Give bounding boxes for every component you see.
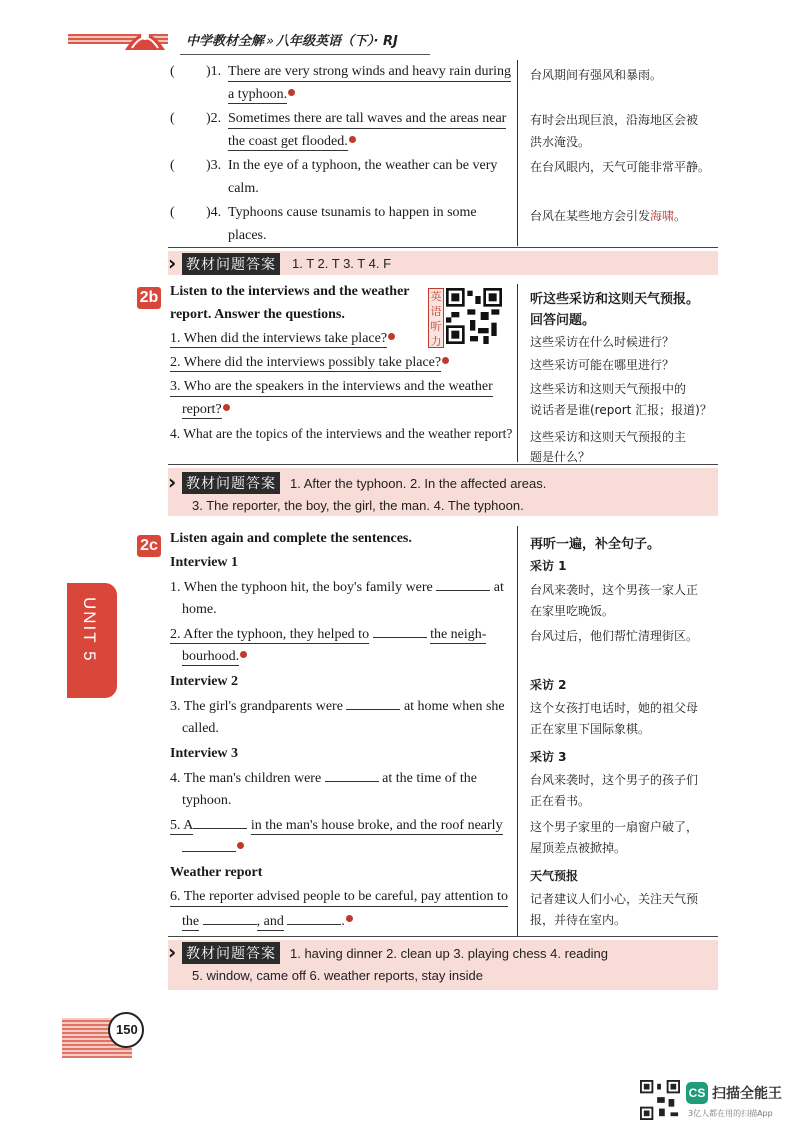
question-3-2: report? <box>182 402 230 418</box>
item-translation: 台风在某些地方会引发海啸。 <box>530 209 687 223</box>
sentence-3-translation: 这个女孩打电话时，她的祖父母 <box>530 701 699 715</box>
sentence-6-translation: 记者建议人们小心，关注天气预 <box>530 892 699 906</box>
chevron-right-icon: › <box>168 470 177 494</box>
answer-blank[interactable] <box>325 770 379 782</box>
sentence-6-2: the , and . <box>182 913 353 930</box>
paren: ( <box>170 64 175 79</box>
answer-label: 教材问题答案 <box>182 253 280 275</box>
item-number: )1. <box>206 64 222 79</box>
item-text-2: calm. <box>228 181 259 196</box>
subheading-translation: 采访 2 <box>530 678 567 692</box>
sentence-4-translation-2: 正在看书。 <box>530 794 591 808</box>
sentence-3: 3. The girl's grandparents were at home when she <box>170 699 505 714</box>
section-rule <box>168 247 718 248</box>
subheading: Interview 3 <box>170 746 239 761</box>
answer-text: 1. After the typhoon. 2. In the affected areas. <box>290 476 547 491</box>
sentence-4-translation: 台风来袭时，这个男子的孩子们 <box>530 773 699 787</box>
header-title: 中学教材全解 » 八年级英语（下）· RJ <box>186 34 398 49</box>
section-badge: 2b <box>137 287 161 309</box>
answer-text-2: 3. The reporter, the boy, the girl, the man. 4. The typhoon. <box>192 498 524 513</box>
sentence-3-translation-2: 正在家里下国际象棋。 <box>530 722 651 736</box>
answer-blank[interactable] <box>287 913 341 925</box>
question-4: 4. What are the topics of the interviews and the weather report? <box>170 426 513 441</box>
item-text: There are very strong winds and heavy rain during <box>228 64 511 82</box>
section-rule <box>168 936 718 937</box>
item-translation: 台风期间有强风和暴雨。 <box>530 68 663 82</box>
item-translation: 有时会出现巨浪，沿海地区会被 <box>530 113 699 127</box>
page-number: 150 <box>116 1022 138 1037</box>
scanner-name: 扫描全能王 <box>712 1086 782 1102</box>
subheading: Interview 1 <box>170 555 239 570</box>
question-3: 3. Who are the speakers in the interviews and the weather <box>170 379 493 397</box>
sentence-6: 6. The reporter advised people to be careful, pay attention to <box>170 889 508 907</box>
answer-label: 教材问题答案 <box>182 942 280 964</box>
sentence-6-translation-2: 报，并待在室内。 <box>530 913 627 927</box>
section-rule <box>168 464 718 465</box>
paren: ( <box>170 205 175 220</box>
paren: ( <box>170 111 175 126</box>
note-marker-icon <box>237 842 244 849</box>
question-1: 1. When did the interviews take place? <box>170 331 395 347</box>
question-3-translation: 这些采访和这则天气预报中的 <box>530 382 687 396</box>
instruction: Listen again and complete the sentences. <box>170 531 412 546</box>
answer-blank[interactable] <box>436 579 490 591</box>
unit-tab[interactable] <box>67 583 117 698</box>
sentence-5-2 <box>182 840 244 857</box>
item-text-2: a typhoon. <box>228 87 295 103</box>
column-divider <box>517 526 518 936</box>
unit-tab-label: UNIT 5 <box>80 597 99 663</box>
sentence-1-translation: 台风来袭时，这个男孩一家人正 <box>530 583 699 597</box>
answer-blank[interactable] <box>346 698 400 710</box>
answer-text-2: 5. window, came off 6. weather reports, stay inside <box>192 968 483 983</box>
section-badge: 2c <box>137 535 161 557</box>
subheading-translation: 天气预报 <box>530 869 579 883</box>
instruction-translation: 再听一遍，补全句子。 <box>530 537 661 552</box>
answer-blank[interactable] <box>373 626 427 638</box>
subheading: Interview 2 <box>170 674 239 689</box>
item-number: )3. <box>206 158 222 173</box>
note-marker-icon <box>349 136 356 143</box>
instruction: Listen to the interviews and the weather <box>170 284 410 299</box>
note-marker-icon <box>288 89 295 96</box>
sentence-3-2: called. <box>182 721 219 736</box>
sentence-4: 4. The man's children were at the time of the <box>170 771 478 786</box>
answer-label: 教材问题答案 <box>182 472 280 494</box>
chevron-right-icon: › <box>168 940 177 964</box>
item-translation: 在台风眼内，天气可能非常平静。 <box>530 160 711 174</box>
item-text-2: places. <box>228 228 267 243</box>
question-4-translation-2: 题是什么？ <box>530 450 591 464</box>
paren: ( <box>170 158 175 173</box>
subheading: Weather report <box>170 865 263 880</box>
instruction-translation-2: 回答问题。 <box>530 313 596 328</box>
question-4-translation: 这些采访和这则天气预报的主 <box>530 430 687 444</box>
sentence-5-translation: 这个男子家里的一扇窗户破了， <box>530 820 699 834</box>
watermark-qr-icon <box>640 1080 680 1120</box>
item-text: In the eye of a typhoon, the weather can be very <box>228 158 498 173</box>
listening-tag: 英语听力 <box>428 288 444 348</box>
question-3-translation-2: 说话者是谁(report 汇报；报道)？ <box>530 403 712 417</box>
note-marker-icon <box>442 357 449 364</box>
item-translation-2: 洪水淹没。 <box>530 135 591 149</box>
question-1-translation: 这些采访在什么时候进行？ <box>530 335 675 349</box>
note-marker-icon <box>346 915 353 922</box>
answer-blank[interactable] <box>203 913 257 925</box>
question-2-translation: 这些采访可能在哪里进行？ <box>530 358 675 372</box>
question-2: 2. Where did the interviews possibly take place? <box>170 355 449 371</box>
scanner-logo: CS <box>686 1082 708 1104</box>
sentence-1: 1. When the typhoon hit, the boy's family were at <box>170 580 504 595</box>
sentence-5-translation-2: 屋顶差点被掀掉。 <box>530 841 627 855</box>
item-text: Sometimes there are tall waves and the areas near <box>228 111 506 129</box>
item-text: Typhoons cause tsunamis to happen in some <box>228 205 477 220</box>
item-text-2: the coast get flooded. <box>228 134 356 150</box>
page-header <box>0 18 800 58</box>
note-marker-icon <box>223 404 230 411</box>
scanner-tagline: 3亿人都在用的扫描App <box>688 1109 773 1118</box>
answer-text: 1. having dinner 2. clean up 3. playing chess 4. reading <box>290 946 608 961</box>
sentence-2-translation: 台风过后，他们帮忙清理街区。 <box>530 629 699 643</box>
answer-text: 1. T 2. T 3. T 4. F <box>292 256 392 271</box>
sentence-2-2: bourhood. <box>182 649 247 665</box>
sentence-5: 5. A in the man's house broke, and the roof nearly <box>170 818 503 833</box>
book-logo-icon <box>120 22 170 56</box>
note-marker-icon <box>240 651 247 658</box>
answer-blank[interactable] <box>193 817 247 829</box>
item-number: )4. <box>206 205 222 220</box>
item-number: )2. <box>206 111 222 126</box>
chevron-right-icon: › <box>168 251 177 275</box>
subheading-translation: 采访 1 <box>530 559 567 573</box>
instruction-translation: 听这些采访和这则天气预报。 <box>530 292 700 307</box>
note-marker-icon <box>388 333 395 340</box>
sentence-2: 2. After the typhoon, they helped to the neigh- <box>170 627 487 642</box>
sentence-4-2: typhoon. <box>182 793 232 808</box>
column-divider <box>517 60 518 246</box>
column-divider <box>517 284 518 462</box>
sentence-1-translation-2: 在家里吃晚饭。 <box>530 604 615 618</box>
sentence-1-2: home. <box>182 602 217 617</box>
header-rule <box>180 54 430 55</box>
subheading-translation: 采访 3 <box>530 750 567 764</box>
instruction-2: report. Answer the questions. <box>170 307 345 322</box>
qr-code-icon[interactable] <box>446 288 502 344</box>
answer-blank[interactable] <box>182 840 236 852</box>
